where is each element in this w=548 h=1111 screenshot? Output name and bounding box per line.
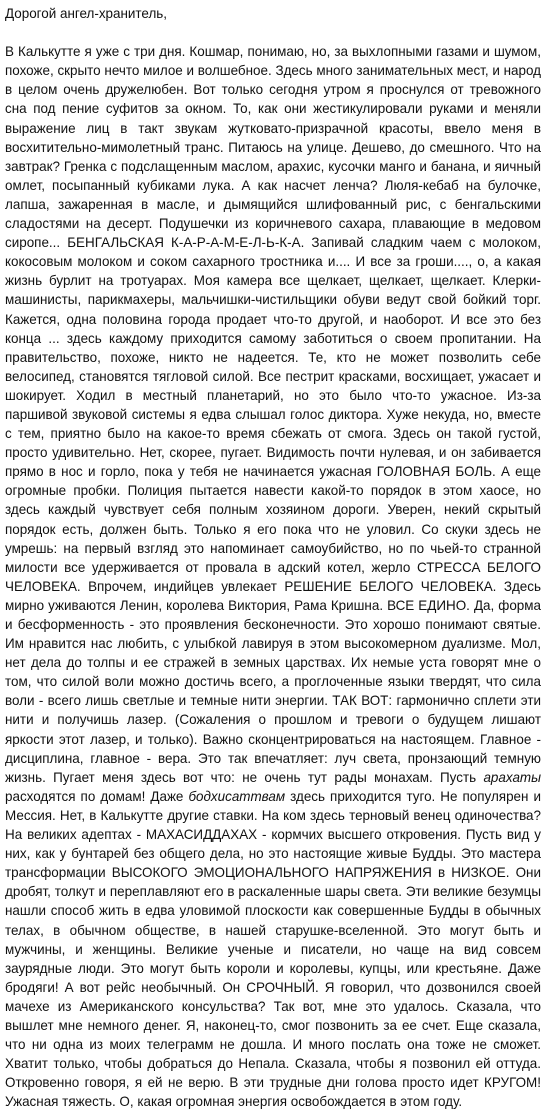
body-text-italic-run: арахаты <box>483 769 541 785</box>
letter-greeting: Дорогой ангел-хранитель, <box>5 6 168 21</box>
body-text-italic-run: бодхисаттвам <box>188 788 286 804</box>
letter-body <box>5 42 541 1111</box>
body-text-run: В Калькутте я уже с три дня. Кошмар, понимаю, но, за выхлопными газами и шумом, похоже, скрыто нечто милое и волшебное. Здесь много занимательных мест, и народ в целом очень дружелюбен. Вот только сегодня утром я проснулся от тревожного сна под пение суфитов за окном. То, как они жестикулировали руками и меняли выражение лиц в такт звукам жутковато-призрачной красоты, ввело меня в восхитительно-мимолетный транс. Питаюсь на улице. Дешево, до смешного. Что на завтрак? Гренка с подслащенным маслом, арахис, кусочки манго и банана, и яичный омлет, посыпанный кубиками лука. А как насчет ленча? Люля-кебаб на булочке, лапша, зажаренная в масле, и дымящийся шлифованный рис, с бенгальскими сладостями на десерт. Подушечки из коричневого сахара, плавающие в медовом сиропе... БЕНГАЛЬСКАЯ К-А-Р-А-М-Е-Л-Ь-К-А. Запивай сладким чаем с молоком, кокосовым молоком и соком сахарного тростника и.... И все за гроши...., о, а какая жизнь бурлит на тротуарах. Моя камера все щелкает, щелкает, щелкает. Клерки-машинисты, парикмахеры, мальчишки-чистильщики обуви ведут свой бойкий торг. Кажется, одна половина города продает что-то другой, и наоборот. И все это без конца ... здесь каждому приходится самому заботиться о своем пропитании. На правительство, похоже, никто не надеется. Те, кто не может позволить себе велосипед, становятся тягловой силой. Все пестрит красками, восхищает, ужасает и шокирует. Ходил в местный планетарий, но это было что-то ужасное. Из-за паршивой звуковой системы я едва слышал голос диктора. Хуже некуда, но, вместе с тем, приятно было на какое-то время сбежать от смога. Здесь он такой густой, просто удивительно. Нет, скорее, пугает. Видимость почти нулевая, и он забивается прямо в нос и горло, пока у тебя не начинается ужасная ГОЛОВНАЯ БОЛЬ. А еще огромные пробки. Полиция пытается навести какой-то порядок в этом хаосе, но здесь каждый чувствует себя полным хозяином дороги. Уверен, некий скрытый порядок есть, должен быть. Только я его пока что не уловил. Со скуки здесь не умрешь: на первый взгляд это напоминает самоубийство, но по чьей-то странной милости все удерживается от провала в адский котел, жерло СТРЕССА БЕЛОГО ЧЕЛОВЕКА. Впрочем, индийцев увлекает РЕШЕНИЕ БЕЛОГО ЧЕЛОВЕКА. Здесь мирно уживаются Ленин, королева Виктория, Рама Кришна. ВСЕ ЕДИНО. Да, форма и бесформенность - это проявления бесконечности. Это хорошо понимают святые. Им нравится нас любить, с улыбкой лавируя в этом высокомерном дуализме. Мол, нет дела до толпы и ее стражей в земных царствах. Их немые уста говорят мне о том, что силой воли можно достичь всего, а проглоченные языки твердят, что сила воли - всего лишь светлые и темные нити энергии. ТАК ВОТ: гармонично сплети эти нити и получишь лазер. (Сожаления о прошлом и тревоги о будущем лишают яркости этот лазер, и только). Важно сконцентрироваться на настоящем. Главное - дисциплина, главное - вера. Это так впечатляет: луч света, пронзающий темную жизнь. Пугает меня здесь вот что: не очень тут рады монахам. Пусть <box>5 44 541 785</box>
blank-line <box>5 23 541 42</box>
letter-page <box>5 4 541 1111</box>
body-text-run: здесь приходится туго. Не популярен и Мессия. Нет, в Калькутте другие ставки. На ком здесь терновый венец одиночества? На великих адептах - МАХАСИДДАХАХ - кормчих высшего откровения. Пусть вид у них, как у бунтарей без общего дела, но это настоящие живые Будды. Это мастера трансформации ВЫСОКОГО ЭМОЦИОНАЛЬНОГО НАПРЯЖЕНИЯ в НИЗКОЕ. Они дробят, толкут и переплавляют его в раскаленные шары света. Эти великие безумцы нашли способ жить в едва уловимой плоскости как совершенные Будды в обычных телах, в обычном обществе, в нашей старушке-вселенной. Это могут быть и мужчины, и женщины. Великие ученые и писатели, но чаще на вид совсем заурядные люди. Это могут быть короли и королевы, купцы, или крестьяне. Даже бродяги! А вот рейс необычный. Он СРОЧНЫЙ. Я говорил, что дозвонился своей мачехе из Американского консульства? Так вот, мне это удалось. Сказала, что вышлет мне немного денег. Я, наконец-то, смог позвонить за ее счет. Еще сказала, что ни одна из моих телеграмм не дошла. И много послать она тоже не сможет. Хватит только, чтобы добраться до Непала. Сказала, чтобы я позвонил ей оттуда. Откровенно говоря, я ей не верю. В эти трудные дни голова просто идет КРУГОМ! Ужасная тяжесть. О, какая огромная энергия освобождается в этом году. <box>5 788 541 1110</box>
body-text-run: расходятся по домам! Даже <box>5 788 189 804</box>
